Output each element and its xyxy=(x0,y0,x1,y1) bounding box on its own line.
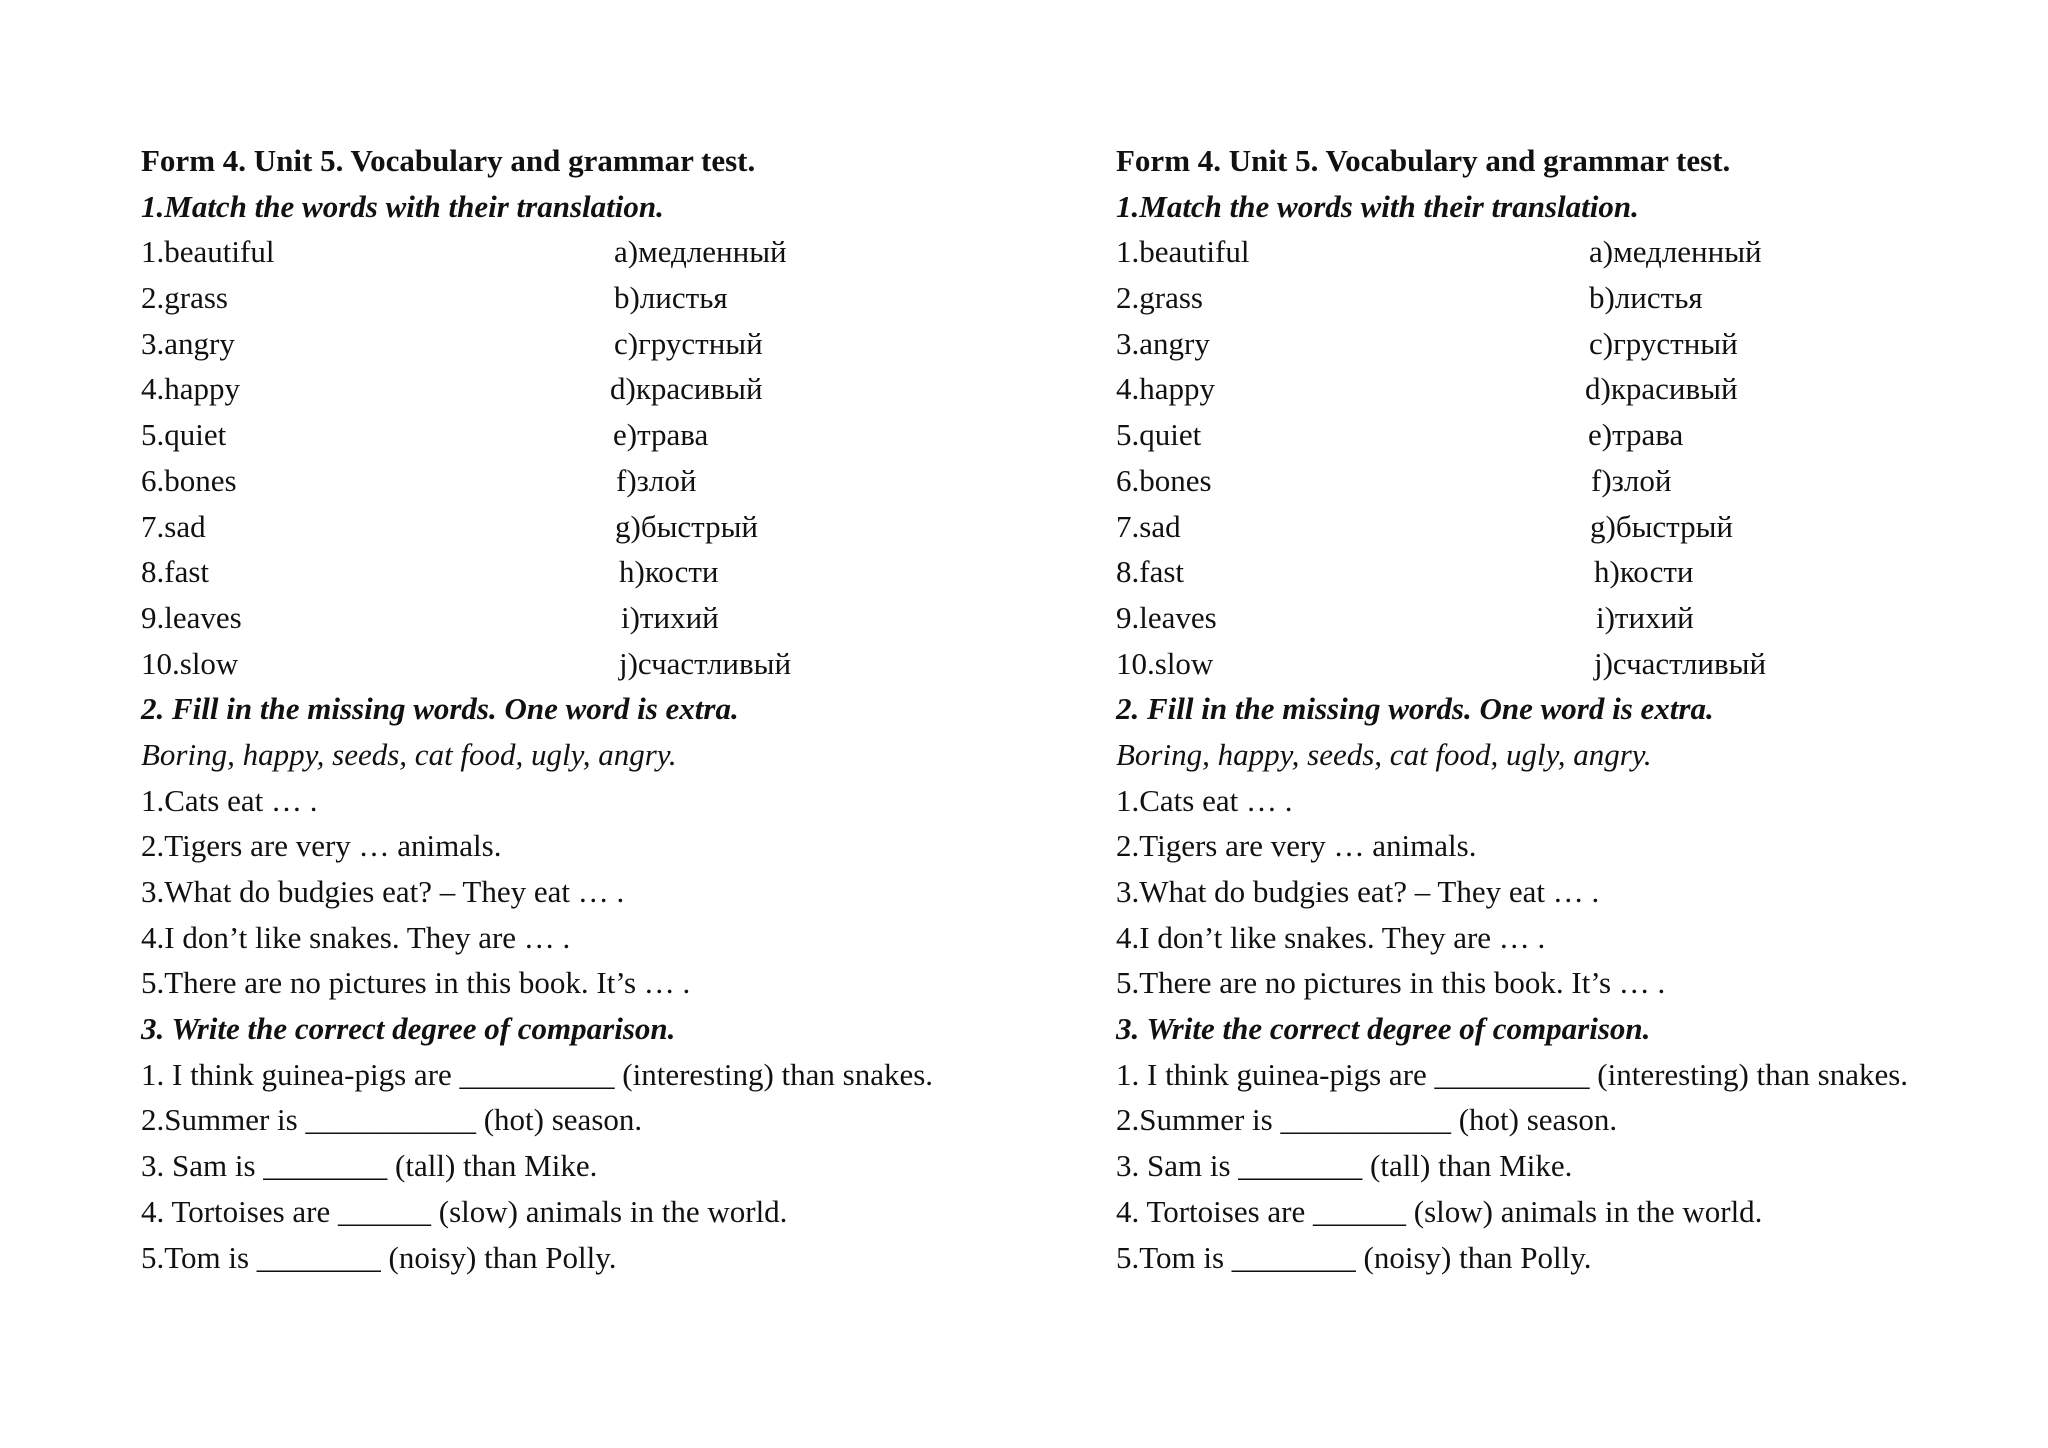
match-word: 10.slow xyxy=(141,645,239,681)
matching-row xyxy=(141,549,1071,595)
matching-row xyxy=(1116,549,2046,595)
match-word: 10.slow xyxy=(1116,645,1214,681)
gap-fill-sentence: 2.Tigers are very … animals. xyxy=(1116,828,1477,864)
word-bank: Boring, happy, seeds, cat food, ugly, angry. xyxy=(1116,736,1652,772)
gap-fill-sentence: 4.I don’t like snakes. They are … . xyxy=(141,919,571,955)
match-word: 4.happy xyxy=(141,371,241,407)
matching-list xyxy=(1116,229,2046,686)
matching-row xyxy=(1116,275,2046,321)
match-word: 8.fast xyxy=(141,554,210,590)
gap-fill-sentence: 4.I don’t like snakes. They are … . xyxy=(1116,919,1546,955)
matching-row xyxy=(141,321,1071,367)
matching-row xyxy=(141,275,1071,321)
match-word: 3.angry xyxy=(1116,325,1210,361)
match-word: 5.quiet xyxy=(141,417,227,453)
matching-list xyxy=(141,229,1071,686)
comparison-sentence: 1. I think guinea-pigs are __________ (interesting) than snakes. xyxy=(1116,1056,1909,1092)
matching-row xyxy=(141,412,1071,458)
task2-heading: 2. Fill in the missing words. One word is extra. xyxy=(1116,691,1714,727)
match-translation: c)грустный xyxy=(614,325,763,361)
task1-heading: 1.Match the words with their translation. xyxy=(1116,188,1639,224)
match-translation: i)тихий xyxy=(621,599,719,635)
matching-row xyxy=(1116,641,2046,687)
gap-fill-sentence: 5.There are no pictures in this book. It’s … . xyxy=(1116,965,1666,1001)
comparison-sentence: 5.Tom is ________ (noisy) than Polly. xyxy=(1116,1239,1592,1275)
match-word: 1.beautiful xyxy=(141,234,275,270)
match-translation: g)быстрый xyxy=(615,508,759,544)
match-word: 1.beautiful xyxy=(1116,234,1250,270)
match-word: 9.leaves xyxy=(1116,599,1217,635)
comparison-sentence: 2.Summer is ___________ (hot) season. xyxy=(1116,1102,1618,1138)
match-translation: h)кости xyxy=(1594,554,1694,590)
matching-row xyxy=(141,229,1071,275)
comparison-sentence: 4. Tortoises are ______ (slow) animals in the world. xyxy=(141,1193,788,1229)
match-translation: e)трава xyxy=(613,417,709,453)
match-translation: b)листья xyxy=(1589,280,1703,316)
task1-heading: 1.Match the words with their translation. xyxy=(141,188,664,224)
matching-row xyxy=(1116,229,2046,275)
match-word: 2.grass xyxy=(141,280,228,316)
matching-row xyxy=(1116,412,2046,458)
matching-row xyxy=(1116,595,2046,641)
matching-row xyxy=(1116,458,2046,504)
match-word: 8.fast xyxy=(1116,554,1185,590)
match-translation: e)трава xyxy=(1588,417,1684,453)
match-word: 6.bones xyxy=(1116,462,1212,498)
test-title: Form 4. Unit 5. Vocabulary and grammar test. xyxy=(141,143,756,178)
matching-row xyxy=(141,641,1071,687)
match-word: 7.sad xyxy=(141,508,206,544)
matching-row xyxy=(1116,321,2046,367)
match-word: 9.leaves xyxy=(141,599,242,635)
comparison-sentence: 2.Summer is ___________ (hot) season. xyxy=(141,1102,643,1138)
comparison-sentence: 5.Tom is ________ (noisy) than Polly. xyxy=(141,1239,617,1275)
gap-fill-sentence: 3.What do budgies eat? – They eat … . xyxy=(1116,874,1600,909)
match-translation: b)листья xyxy=(614,280,728,316)
match-translation: f)злой xyxy=(616,462,697,498)
match-word: 3.angry xyxy=(141,325,235,361)
task3-heading: 3. Write the correct degree of comparison. xyxy=(1116,1011,1651,1047)
match-word: 4.happy xyxy=(1116,371,1216,407)
test-title: Form 4. Unit 5. Vocabulary and grammar test. xyxy=(1116,143,1731,178)
match-translation: d)красивый xyxy=(1585,371,1738,407)
match-translation: a)медленный xyxy=(614,234,787,270)
match-word: 2.grass xyxy=(1116,280,1203,316)
test-sheet-left xyxy=(141,138,1071,1280)
comparison-sentence: 3. Sam is ________ (tall) than Mike. xyxy=(141,1148,598,1184)
match-translation: i)тихий xyxy=(1596,599,1694,635)
task2-heading: 2. Fill in the missing words. One word is extra. xyxy=(141,691,739,727)
match-word: 6.bones xyxy=(141,462,237,498)
match-translation: c)грустный xyxy=(1589,325,1738,361)
match-translation: h)кости xyxy=(619,554,719,590)
match-word: 7.sad xyxy=(1116,508,1181,544)
task3-heading: 3. Write the correct degree of comparison. xyxy=(141,1011,676,1047)
match-translation: a)медленный xyxy=(1589,234,1762,270)
test-sheet-right xyxy=(1116,138,2046,1280)
comparison-sentence: 1. I think guinea-pigs are __________ (interesting) than snakes. xyxy=(141,1056,934,1092)
gap-fill-sentence: 2.Tigers are very … animals. xyxy=(141,828,502,864)
comparison-sentence: 3. Sam is ________ (tall) than Mike. xyxy=(1116,1148,1573,1184)
match-word: 5.quiet xyxy=(1116,417,1202,453)
matching-row xyxy=(1116,366,2046,412)
gap-fill-sentence: 1.Cats eat … . xyxy=(141,782,318,818)
match-translation: f)злой xyxy=(1591,462,1672,498)
matching-row xyxy=(141,366,1071,412)
word-bank: Boring, happy, seeds, cat food, ugly, angry. xyxy=(141,736,677,772)
matching-row xyxy=(141,595,1071,641)
match-translation: g)быстрый xyxy=(1590,508,1734,544)
matching-row xyxy=(1116,504,2046,550)
gap-fill-sentence: 3.What do budgies eat? – They eat … . xyxy=(141,874,625,909)
comparison-sentence: 4. Tortoises are ______ (slow) animals in the world. xyxy=(1116,1193,1763,1229)
match-translation: d)красивый xyxy=(610,371,763,407)
gap-fill-sentence: 1.Cats eat … . xyxy=(1116,782,1293,818)
match-translation: j)счастливый xyxy=(619,645,792,681)
gap-fill-sentence: 5.There are no pictures in this book. It’s … . xyxy=(141,965,691,1001)
matching-row xyxy=(141,458,1071,504)
match-translation: j)счастливый xyxy=(1594,645,1767,681)
matching-row xyxy=(141,504,1071,550)
